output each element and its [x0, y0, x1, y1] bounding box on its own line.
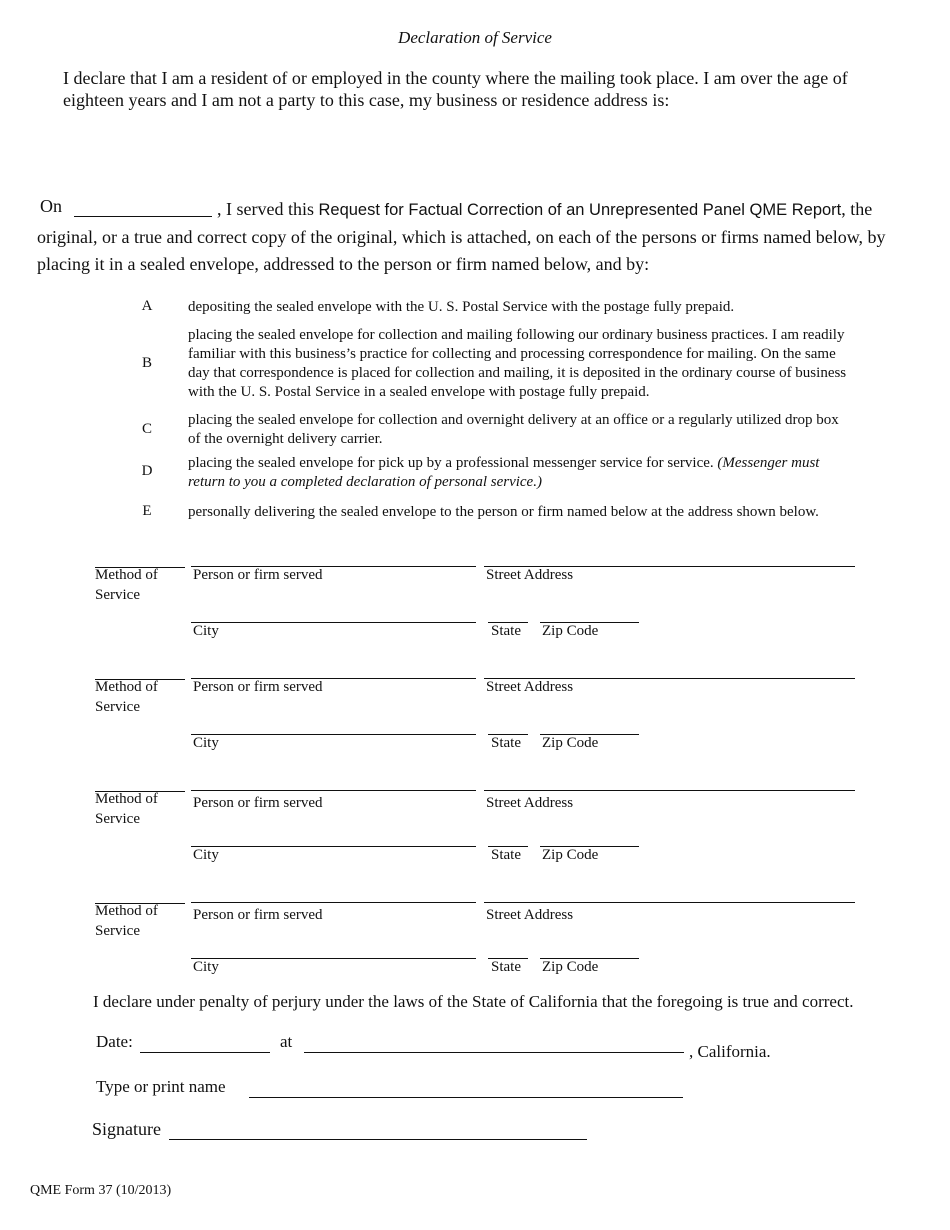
city-blank[interactable]	[191, 734, 476, 735]
person-blank[interactable]	[191, 902, 476, 903]
city-blank[interactable]	[191, 622, 476, 623]
person-label: Person or firm served	[193, 907, 323, 923]
option-letter-d: D	[141, 463, 153, 479]
form-title: Declaration of Service	[398, 28, 552, 47]
person-blank[interactable]	[191, 790, 476, 791]
city-blank[interactable]	[191, 958, 476, 959]
option-text-b: placing the sealed envelope for collection and mailing following our ordinary business practices. I am readily familiar with this business’s practice for collecting and processing correspondence for mailing. On the same day that correspondence is placed for collection and mailing, it is deposited in the ordinary course of business with the U. S. Postal Service in a sealed envelope with postage fully prepaid.	[188, 327, 847, 400]
state-label: State	[491, 847, 521, 863]
method-label	[95, 677, 158, 717]
city-blank[interactable]	[191, 846, 476, 847]
method-label	[95, 901, 158, 941]
method-label	[95, 789, 158, 829]
served-prefix: , I served this	[217, 199, 314, 219]
residency-declaration: I declare that I am a resident of or employed in the county where the mailing took place. I am over the age of eighteen years and I am not a party to this case, my business or residence address is:	[63, 68, 848, 110]
method-label-line2: Service	[95, 923, 140, 939]
at-label: at	[280, 1032, 293, 1051]
perjury-declaration: I declare under penalty of perjury under the laws of the State of California that the foregoing is true and correct.	[93, 992, 854, 1011]
street-blank[interactable]	[484, 902, 855, 903]
state-label: State	[491, 959, 521, 975]
location-blank[interactable]	[304, 1052, 684, 1053]
method-label-line2: Service	[95, 699, 140, 715]
street-label: Street Address	[486, 795, 574, 811]
city-label: City	[193, 623, 219, 639]
print-name-label: Type or print name	[96, 1077, 226, 1096]
service-statement	[37, 196, 917, 278]
zip-label: Zip Code	[542, 959, 599, 975]
option-text-d-note: (Messenger must return to you a completed declaration of personal service.)	[188, 455, 820, 490]
option-text-e: personally delivering the sealed envelope to the person or firm named below at the address shown below.	[188, 504, 819, 520]
person-label: Person or firm served	[193, 679, 323, 695]
city-label: City	[193, 959, 219, 975]
date-blank[interactable]	[140, 1052, 270, 1053]
state-label: State	[491, 735, 521, 751]
option-text-a: depositing the sealed envelope with the U. S. Postal Service with the postage fully prepaid.	[188, 299, 735, 315]
city-label: City	[193, 735, 219, 751]
zip-label: Zip Code	[542, 847, 599, 863]
person-label: Person or firm served	[193, 567, 323, 583]
signature-blank[interactable]	[169, 1139, 587, 1140]
option-letter-c: C	[141, 421, 152, 437]
option-text-d-main: placing the sealed envelope for pick up by a professional messenger service for service.	[188, 455, 714, 471]
method-label-line1: Method of	[95, 791, 158, 807]
street-label: Street Address	[486, 679, 574, 695]
method-label-line2: Service	[95, 587, 140, 603]
option-text-d	[188, 454, 848, 492]
method-label-line1: Method of	[95, 903, 158, 919]
method-label-line2: Service	[95, 811, 140, 827]
method-label	[95, 565, 158, 605]
print-name-blank[interactable]	[249, 1097, 683, 1098]
street-blank[interactable]	[484, 790, 855, 791]
document-name: Request for Factual Correction of an Unrepresented Panel QME Report	[318, 201, 842, 219]
served-suffix: , the original, or a true and correct copy of the original, which is attached, on each of the persons or firms named below, by placing it in a sealed envelope, addressed to the person or firm named below, and by:	[37, 199, 886, 274]
method-label-line1: Method of	[95, 679, 158, 695]
street-label: Street Address	[486, 567, 574, 583]
street-label: Street Address	[486, 907, 574, 923]
option-letter-b: B	[141, 355, 152, 371]
option-letter-a: A	[141, 298, 153, 314]
form-number-footer: QME Form 37 (10/2013)	[30, 1183, 172, 1198]
zip-label: Zip Code	[542, 735, 599, 751]
method-label-line1: Method of	[95, 567, 158, 583]
california-label: , California.	[689, 1042, 771, 1061]
option-letter-e: E	[142, 503, 152, 519]
person-label: Person or firm served	[193, 795, 323, 811]
date-label: Date:	[96, 1032, 133, 1051]
zip-label: Zip Code	[542, 623, 599, 639]
on-label: On	[40, 196, 62, 216]
city-label: City	[193, 847, 219, 863]
service-date-blank[interactable]	[74, 216, 212, 217]
state-label: State	[491, 623, 521, 639]
option-text-c: placing the sealed envelope for collection and overnight delivery at an office or a regularly utilized drop box of the overnight delivery carrier.	[188, 412, 839, 447]
signature-label: Signature	[92, 1119, 161, 1139]
